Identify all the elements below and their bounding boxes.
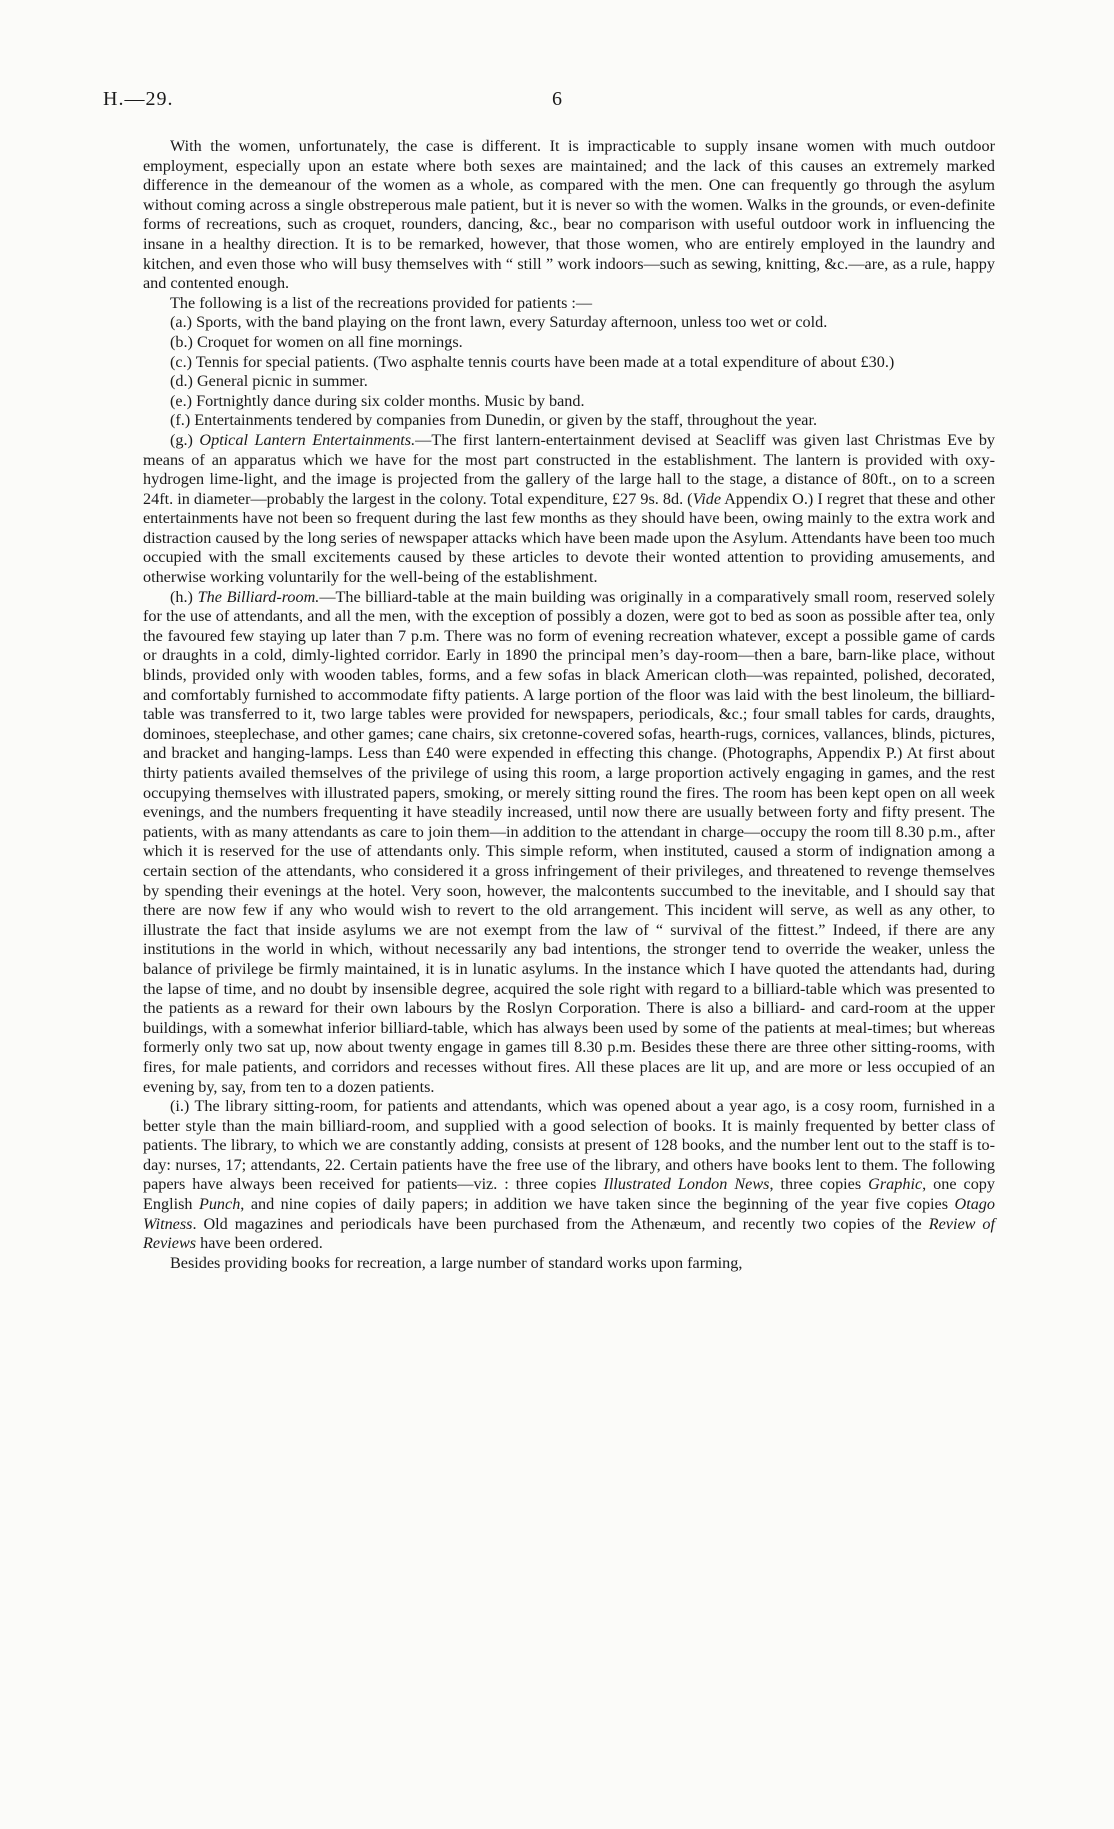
- periodical-title: Review of Reviews: [143, 1214, 995, 1253]
- page-header: [103, 88, 1011, 118]
- document-reference: H.—29.: [103, 88, 174, 110]
- item-marker: (f.): [170, 411, 191, 430]
- item-text: Tennis for special patients. (Two asphalte tennis courts have been made at a total expenditure of about £30.): [192, 352, 895, 371]
- item-heading: The Billiard-room.: [192, 587, 320, 606]
- item-heading: Optical Lantern Entertainments.: [192, 430, 416, 449]
- item-text: Fortnightly dance during six colder months. Music by band.: [192, 391, 585, 410]
- item-text: , one copy English: [143, 1175, 995, 1214]
- paragraph-list-intro: The following is a list of the recreations provided for patients :—: [170, 293, 593, 312]
- item-text: —The first lantern-entertainment devised at Seacliff was given last Christmas Eve by means of an apparatus which we have for the most part constructed in the establishment. The lantern is provided with oxy-hydrogen lime-light, and the image is projected from the gallery of the large hall to the stage, a distance of 80ft., on to a screen 24ft. in diameter—probably the largest in the colony. Total expenditure, £27 9s. 8d. (: [143, 430, 996, 508]
- list-item-e: [143, 392, 995, 412]
- item-text: Sports, with the band playing on the front lawn, every Saturday afternoon, unless too wet or cold.: [192, 313, 828, 332]
- list-item-h: [143, 588, 995, 1097]
- list-item-a: [143, 313, 995, 333]
- item-marker: (d.): [170, 372, 193, 391]
- item-marker: (h.): [170, 587, 193, 606]
- periodical-title: Graphic: [868, 1175, 923, 1194]
- item-text: , three copies: [769, 1175, 869, 1194]
- item-marker: (g.): [170, 430, 193, 449]
- body-text: [143, 137, 995, 1273]
- list-item-i: [143, 1097, 995, 1254]
- item-text-continued: Appendix O.) I regret that these and other entertainments have not been so frequent during the last few months as they should have been, owing mainly to the extra work and distraction caused by the long series of newspaper attacks which have been made upon the Asylum. Attendants have been too much occupied with the small excitements caused by these articles to devote their wonted attention to providing amusements, and otherwise working voluntarily for the well-being of the establishment.: [143, 489, 995, 587]
- periodical-title: Otago Witness: [143, 1195, 995, 1233]
- item-text: Entertainments tendered by companies from Dunedin, or given by the staff, throughout the year.: [190, 411, 818, 430]
- list-item-f: [143, 411, 995, 431]
- item-text: , and nine copies of daily papers; in addition we have taken since the beginning of the year five copies: [240, 1195, 955, 1214]
- item-text: —The billiard-table at the main building was originally in a comparatively small room, reserved solely for the use of attendants, and all the men, with the exception of possibly a dozen, were got to bed as soon as possible after tea, only the favoured few staying up later than 7 p.m. There was no form of evening recreation whatever, except a possible game of cards or draughts in a cold, dimly-lighted corridor. Early in 1890 the principal men’s day-room—then a bare, barn-like place, without blinds, provided only with wooden tables, forms, and a few sofas in black American cloth—was repainted, polished, decorated, and comfortably furnished to accommodate fifty patients. A large portion of the floor was laid with the best linoleum, the billiard-table was transferred to it, two large tables were provided for newspapers, periodicals, &c.; four small tables for cards, draughts, dominoes, steeplechase, and other games; cane chairs, six cretonne-covered sofas, hearth-rugs, cornices, vallances, blinds, pictures, and bracket and hanging-lamps. Less than £40 were expended in effecting this change. (Photographs, Appendix P.) At first about thirty patients availed themselves of the privilege of using this room, a large proportion actively engaging in games, and the rest occupying themselves with illustrated papers, smoking, or merely sitting round the fires. The room has been kept open on all week evenings, and the numbers frequenting it have steadily increased, until now there are usually between forty and fifty present. The patients, with as many attendants as care to join them—in addition to the attendant in charge—occupy the room till 8.30 p.m., after which it is reserved for the use of attendants only. This simple reform, when instituted, caused a storm of indignation among a certain section of the attendants, who considered it a gross infringement of their privileges, and threatened to revenge themselves by spending their evenings at the hotel. Very soon, however, the malcontents succumbed to the inevitable, and I should say that there are now few if any who would wish to revert to the old arrangement. This incident will serve, as well as any other, to illustrate the fact that inside asylums we are not exempt from the law of “ survival of the fittest.” Indeed, if there are any institutions in the world in which, without necessarily any bad intentions, the stronger tend to override the weaker, unless the balance of privilege be firmly maintained, it is in lunatic asylums. In the instance which I have quoted the attendants had, during the lapse of time, and no doubt by insensible degree, acquired the sole right with regard to a billiard-table which was presented to the patients as a reward for their own labours by the Roslyn Corporation. There is also a billiard- and card-room at the upper buildings, with a somewhat inferior billiard-table, which has always been used by some of the patients at meal-times; but whereas formerly only two sat up, now about twenty engage in games till 8.30 p.m. Besides these there are three other sitting-rooms, with fires, for male patients, and corridors and recesses without fires. All these places are lit up, and are more or less occupied of an evening by, say, from ten to a dozen patients.: [143, 587, 995, 1096]
- item-text: The library sitting-room, for patients and attendants, which was opened about a year ago, is a cosy room, furnished in a better style than the main billiard-room, and supplied with a good selection of books. It is mainly frequented by better class of patients. The library, to which we are constantly adding, consists at present of 128 books, and the number lent out to the staff is to-day: nurses, 17; attendants, 22. Certain patients have the free use of the library, and others have books lent to them. The following papers have always been received for patients—viz. : three copies: [143, 1097, 995, 1194]
- item-text: have been ordered.: [196, 1234, 323, 1253]
- item-marker: (a.): [170, 313, 193, 332]
- item-text: Croquet for women on all fine mornings.: [192, 332, 463, 351]
- periodical-title: Punch: [198, 1195, 241, 1214]
- list-item-c: [143, 353, 995, 373]
- list-item-d: [143, 372, 995, 392]
- list-item-b: [143, 333, 995, 353]
- paragraph-closing: Besides providing books for recreation, a large number of standard works upon farming,: [170, 1253, 743, 1272]
- item-text: General picnic in summer.: [192, 372, 368, 391]
- page-number: 6: [552, 88, 562, 110]
- item-marker: (c.): [170, 352, 193, 371]
- paragraph-women: With the women, unfortunately, the case is different. It is impracticable to supply insane women with much outdoor employment, especially upon an estate where both sexes are maintained; and the lack of this causes an extremely marked difference in the demeanour of the women as a whole, as compared with the men. One can frequently go through the asylum without coming across a single obstreperous male patient, but it is never so with the women. Walks in the grounds, or even-definite forms of recreations, such as croquet, rounders, dancing, &c., bear no comparison with useful outdoor work in influencing the insane in a healthy direction. It is to be remarked, however, that those women, who are entirely employed in the laundry and kitchen, and even those who will busy themselves with “ still ” work indoors—such as sewing, knitting, &c.—are, as a rule, happy and contented enough.: [143, 137, 995, 293]
- item-marker: (b.): [170, 332, 193, 351]
- item-text: . Old magazines and periodicals have been purchased from the Athenæum, and recently two copies of the: [192, 1214, 929, 1233]
- item-marker: (e.): [170, 391, 193, 410]
- vide-reference: Vide: [692, 489, 722, 508]
- list-item-g: [143, 431, 995, 588]
- periodical-title: Illustrated London News: [603, 1175, 770, 1194]
- item-marker: (i.): [170, 1097, 190, 1116]
